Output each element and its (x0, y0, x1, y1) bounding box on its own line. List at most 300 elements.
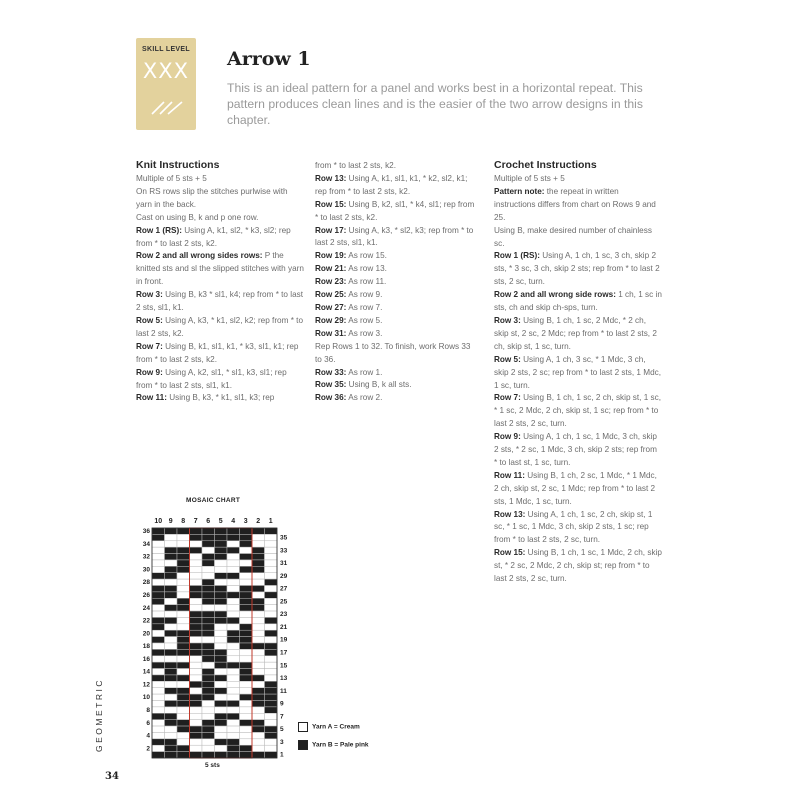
chart-cell (177, 534, 190, 540)
chart-cell (202, 745, 215, 751)
chart-cell (240, 605, 253, 611)
chart-cell (177, 598, 190, 604)
chart-cell (190, 528, 203, 534)
chart-cell (215, 586, 228, 592)
chart-cell (252, 688, 265, 694)
chart-cell (215, 675, 228, 681)
instruction-row-label: Row 23: (315, 277, 347, 287)
instruction-text: As row 2. (346, 393, 383, 403)
chart-cell (165, 649, 178, 655)
chart-cell (265, 573, 278, 579)
chart-cell (215, 534, 228, 540)
instruction-text: Multiple of 5 sts + 5 (136, 174, 207, 183)
chart-cell (152, 605, 165, 611)
chart-cell (265, 662, 278, 668)
chart-column-number: 1 (268, 518, 273, 525)
chart-cell (265, 528, 278, 534)
chart-cell (227, 656, 240, 662)
chart-cell (252, 662, 265, 668)
chart-cell (240, 707, 253, 713)
crochet-heading: Crochet Instructions (494, 159, 597, 171)
chart-cell (265, 534, 278, 540)
instruction-line (315, 392, 477, 405)
instruction-line (494, 547, 662, 586)
instruction-row-label: Row 3: (494, 315, 521, 325)
chart-cell (265, 592, 278, 598)
intro-paragraph: This is an ideal pattern for a panel and works best in a horizontal repeat. This pattern produces clean lines and is the easier of the two arrow designs in this chapter. (227, 81, 643, 127)
chart-row-number-left: 32 (142, 553, 150, 561)
page-title: Arrow 1 (227, 48, 311, 70)
instruction-line (136, 392, 304, 405)
instruction-line (315, 173, 477, 199)
chart-cell (177, 649, 190, 655)
instruction-line (494, 509, 662, 548)
instruction-line (494, 289, 662, 315)
chart-cell (227, 732, 240, 738)
chart-cell (227, 681, 240, 687)
chart-row-number-right: 3 (280, 738, 284, 746)
chart-cell (202, 649, 215, 655)
chart-cell (240, 592, 253, 598)
instruction-text: P the knitted sts and sl the slipped stitches with yarn in front. (136, 251, 304, 287)
chart-cell (252, 541, 265, 547)
chart-cell (177, 688, 190, 694)
instruction-text: Using B, 1 ch, 1 sc, 2 Mdc, * 2 ch, skip st, 2 sc, 2 Mdc; rep from * to last 2 sts, 2 ch, skip st, 1 sc, turn. (494, 315, 657, 351)
chart-cell (252, 681, 265, 687)
chart-cell (177, 637, 190, 643)
knit-instructions (136, 159, 304, 405)
chart-cell (227, 624, 240, 630)
chart-cell (240, 752, 253, 758)
chart-cell (252, 547, 265, 553)
chart-row-number-left: 22 (142, 617, 150, 625)
chart-cell (202, 707, 215, 713)
chart-cell (165, 624, 178, 630)
instruction-line (494, 186, 662, 225)
chart-cell (177, 617, 190, 623)
instruction-line (315, 276, 477, 289)
chart-cell (165, 720, 178, 726)
instruction-text: As row 11. (346, 277, 387, 287)
instruction-line (315, 315, 477, 328)
instruction-line (136, 341, 304, 367)
chart-cell (265, 701, 278, 707)
instruction-line (136, 212, 304, 225)
instruction-line (494, 315, 662, 354)
chart-row-number-left: 28 (142, 579, 150, 587)
chart-cell (215, 637, 228, 643)
chart-cell (252, 656, 265, 662)
instruction-line (315, 250, 477, 263)
chart-cell (215, 688, 228, 694)
chart-cell (152, 656, 165, 662)
chart-cell (252, 534, 265, 540)
chart-cell (177, 739, 190, 745)
chart-cell (227, 745, 240, 751)
skill-level-marks: XXX (142, 59, 190, 83)
chart-row-number-right: 1 (280, 751, 284, 759)
chart-cell (240, 637, 253, 643)
chart-cell (265, 624, 278, 630)
instruction-row-label: Row 19: (315, 251, 347, 261)
chart-column-number: 9 (168, 518, 173, 525)
chart-cell (202, 669, 215, 675)
instruction-text: Using B, make desired number of chainless sc. (494, 225, 652, 248)
chart-cell (165, 573, 178, 579)
chart-cell (252, 707, 265, 713)
chart-cell (202, 560, 215, 566)
chart-cell (240, 656, 253, 662)
chart-cell (202, 611, 215, 617)
chart-row-number-right: 29 (280, 572, 288, 580)
chart-cell (240, 586, 253, 592)
chart-cell (240, 732, 253, 738)
instruction-line (494, 173, 662, 186)
chart-cell (190, 534, 203, 540)
chart-cell (265, 688, 278, 694)
chart-column-number: 2 (256, 518, 261, 525)
instruction-row-label: Row 2 and all wrong side rows: (494, 290, 616, 300)
chart-cell (252, 720, 265, 726)
chart-cell (165, 617, 178, 623)
chart-cell (227, 579, 240, 585)
instruction-line (494, 431, 662, 470)
chart-cell (190, 573, 203, 579)
chart-cell (252, 739, 265, 745)
instruction-row-label: Row 11: (136, 393, 167, 403)
chart-row-number-right: 15 (280, 662, 288, 670)
instruction-row-label: Row 36: (315, 393, 347, 403)
chart-row-number-left: 30 (142, 566, 150, 574)
chart-cell (165, 560, 178, 566)
instruction-line (315, 302, 477, 315)
chart-cell (215, 669, 228, 675)
chart-cell (165, 611, 178, 617)
chart-cell (190, 681, 203, 687)
chart-cell (252, 630, 265, 636)
chart-cell (215, 732, 228, 738)
chart-cell (215, 656, 228, 662)
chart-cell (152, 720, 165, 726)
chart-cell (202, 598, 215, 604)
chart-cell (240, 739, 253, 745)
chart-cell (227, 547, 240, 553)
chart-cell (202, 541, 215, 547)
chart-cell (265, 643, 278, 649)
chart-row-number-right: 25 (280, 598, 288, 606)
chart-cell (165, 669, 178, 675)
chart-cell (177, 624, 190, 630)
chart-cell (202, 643, 215, 649)
chart-cell (177, 669, 190, 675)
chart-cell (215, 701, 228, 707)
chart-row-number-left: 34 (142, 540, 150, 548)
chart-cell (190, 732, 203, 738)
chart-cell (165, 579, 178, 585)
knit-instructions-continued (315, 160, 477, 405)
chart-cell (177, 662, 190, 668)
chart-cell (240, 701, 253, 707)
chart-cell (165, 630, 178, 636)
instruction-row-label: Row 29: (315, 315, 347, 325)
chart-cell (265, 707, 278, 713)
chart-cell (227, 534, 240, 540)
chart-cell (152, 713, 165, 719)
chart-column-number: 3 (243, 518, 248, 525)
chart-cell (165, 694, 178, 700)
chart-cell (190, 611, 203, 617)
chart-cell (190, 547, 203, 553)
chart-row-number-right: 13 (280, 675, 288, 683)
chart-cell (152, 649, 165, 655)
chart-cell (177, 732, 190, 738)
legend-item-yarn-a (298, 722, 360, 732)
chart-cell (215, 605, 228, 611)
instruction-line (136, 186, 304, 212)
chart-cell (240, 528, 253, 534)
instruction-line (136, 367, 304, 393)
chart-cell (215, 681, 228, 687)
chart-cell (190, 656, 203, 662)
chart-cell (165, 598, 178, 604)
chart-cell (227, 720, 240, 726)
chart-cell (240, 598, 253, 604)
chart-cell (190, 720, 203, 726)
legend-item-yarn-b (298, 740, 369, 750)
instruction-row-label: Row 11: (494, 470, 525, 480)
chart-cell (165, 528, 178, 534)
instruction-row-label: Row 3: (136, 290, 163, 300)
chart-cell (190, 566, 203, 572)
instruction-row-label: Row 1 (RS): (494, 251, 540, 261)
chart-cell (190, 745, 203, 751)
chart-row-number-left: 18 (142, 643, 150, 651)
chart-cell (152, 739, 165, 745)
chart-cell (227, 649, 240, 655)
instruction-row-label: Row 25: (315, 290, 347, 300)
chart-cell (152, 624, 165, 630)
chart-cell (215, 573, 228, 579)
chart-cell (165, 675, 178, 681)
chart-cell (252, 649, 265, 655)
chart-cell (252, 643, 265, 649)
chart-cell (165, 586, 178, 592)
chart-cell (227, 739, 240, 745)
chart-cell (152, 547, 165, 553)
chart-cell (202, 688, 215, 694)
chart-cell (240, 547, 253, 553)
chart-cell (177, 630, 190, 636)
instruction-line (315, 328, 477, 341)
chart-cell (177, 547, 190, 553)
chart-cell (240, 726, 253, 732)
chart-cell (165, 752, 178, 758)
chart-cell (190, 637, 203, 643)
chart-cell (227, 669, 240, 675)
chart-row-number-left: 4 (146, 732, 150, 740)
instruction-line (315, 263, 477, 276)
chart-cell (215, 528, 228, 534)
chart-cell (252, 694, 265, 700)
chart-cell (227, 726, 240, 732)
chart-cell (265, 681, 278, 687)
chart-cell (177, 554, 190, 560)
chart-cell (227, 675, 240, 681)
chart-row-number-right: 5 (280, 726, 284, 734)
chart-cell (177, 573, 190, 579)
chart-cell (215, 630, 228, 636)
instruction-line (494, 354, 662, 393)
chart-cell (252, 592, 265, 598)
chart-cell (240, 573, 253, 579)
instruction-row-label: Row 9: (494, 432, 521, 442)
chart-cell (152, 752, 165, 758)
chart-cell (177, 611, 190, 617)
chart-cell (152, 554, 165, 560)
instruction-row-label: Row 5: (494, 354, 521, 364)
chart-cell (190, 707, 203, 713)
chart-cell (265, 739, 278, 745)
chart-cell (215, 726, 228, 732)
instruction-text: As row 5. (346, 315, 383, 325)
chart-cell (265, 694, 278, 700)
chart-cell (202, 592, 215, 598)
chart-cell (177, 560, 190, 566)
chart-cell (152, 598, 165, 604)
chart-cell (227, 566, 240, 572)
chart-cell (165, 637, 178, 643)
chart-column-number: 7 (193, 518, 198, 525)
chart-cell (202, 726, 215, 732)
chart-cell (190, 605, 203, 611)
chart-cell (227, 694, 240, 700)
chart-cell (165, 701, 178, 707)
chart-cell (165, 688, 178, 694)
chart-cell (265, 611, 278, 617)
chart-cell (202, 675, 215, 681)
chart-cell (227, 592, 240, 598)
chart-cell (190, 694, 203, 700)
knit-lines-continued (315, 160, 477, 405)
instruction-line (315, 199, 477, 225)
instruction-line (315, 160, 477, 173)
instruction-text: Using B, 1 ch, 2 sc, 1 Mdc, * 1 Mdc, 2 ch, skip st, 2 sc, 1 Mdc; rep from * to last 2 sts, 1 Mdc, 1 sc, turn. (494, 470, 657, 506)
chart-cell (190, 713, 203, 719)
chart-cell (252, 566, 265, 572)
chart-cell (177, 726, 190, 732)
chart-cell (227, 630, 240, 636)
chart-cell (177, 720, 190, 726)
chart-cell (177, 605, 190, 611)
instruction-row-label: Row 27: (315, 302, 347, 312)
chart-cell (152, 694, 165, 700)
chart-cell (165, 566, 178, 572)
chart-cell (190, 598, 203, 604)
chart-cell (215, 649, 228, 655)
chart-row-number-right: 35 (280, 534, 288, 542)
chart-cell (240, 649, 253, 655)
chart-cell (215, 598, 228, 604)
instruction-text: As row 1. (346, 367, 383, 377)
skill-level-label: SKILL LEVEL (142, 46, 190, 53)
chart-cell (152, 617, 165, 623)
chart-cell (152, 707, 165, 713)
crochet-lines (494, 173, 662, 586)
instruction-row-label: Row 15: (315, 199, 347, 209)
chart-cell (152, 681, 165, 687)
instruction-text: Using A, k3, * sl2, k3; rep from * to last 2 sts, sl1, k1. (315, 225, 474, 248)
chart-cell (202, 547, 215, 553)
instruction-row-label: Row 13: (315, 173, 347, 183)
chart-cell (190, 675, 203, 681)
chart-cell (190, 617, 203, 623)
chart-cell (190, 688, 203, 694)
instruction-line (494, 392, 662, 431)
chart-cell (190, 701, 203, 707)
chart-column-number: 4 (231, 518, 236, 525)
chart-row-number-left: 16 (142, 655, 150, 663)
chart-cell (177, 579, 190, 585)
instruction-row-label: Row 5: (136, 315, 163, 325)
legend-label-yarn-a: Yarn A = Cream (312, 723, 360, 731)
chart-cell (202, 713, 215, 719)
chart-cell (252, 624, 265, 630)
chart-row-number-left: 10 (142, 694, 150, 702)
chart-cell (152, 592, 165, 598)
instruction-text: On RS rows slip the stitches purlwise with yarn in the back. (136, 186, 288, 209)
chart-row-number-left: 2 (146, 745, 150, 753)
chart-cell (177, 586, 190, 592)
chart-cell (152, 701, 165, 707)
chart-cell (227, 662, 240, 668)
chart-row-number-right: 27 (280, 585, 288, 593)
instruction-text: As row 3. (346, 328, 383, 338)
chart-cell (177, 707, 190, 713)
chart-cell (177, 752, 190, 758)
chart-cell (152, 643, 165, 649)
legend-swatch-yarn-a (298, 722, 308, 732)
chart-cell (215, 566, 228, 572)
instruction-text: Using B, k3, * k1, sl1, k3; rep (166, 393, 275, 403)
instruction-text: Using B, k all sts. (346, 380, 412, 390)
instruction-row-label: Row 13: (494, 509, 526, 519)
chart-cell (177, 643, 190, 649)
chart-cell (152, 611, 165, 617)
chart-cell (265, 541, 278, 547)
chart-cell (227, 713, 240, 719)
chart-cell (190, 739, 203, 745)
chart-cell (177, 694, 190, 700)
instruction-line (315, 341, 477, 367)
chart-cell (227, 611, 240, 617)
chart-cell (252, 598, 265, 604)
chart-cell (165, 707, 178, 713)
chart-cell (265, 675, 278, 681)
chart-cell (265, 586, 278, 592)
instruction-text: Using A, 1 ch, 1 sc, 1 Mdc, 3 ch, skip 2 sts, * 2 sc, 1 Mdc, 3 ch, skip 2 sts; rep from * to last st, 1 sc, turn. (494, 432, 657, 467)
chart-cell (265, 752, 278, 758)
chart-row-number-left: 14 (142, 668, 150, 676)
chart-cell (202, 681, 215, 687)
chart-column-number: 5 (218, 518, 223, 525)
chart-cell (227, 554, 240, 560)
chart-cell (215, 752, 228, 758)
instruction-row-label: Row 31: (315, 328, 347, 338)
chart-cell (190, 726, 203, 732)
chart-cell (202, 534, 215, 540)
chart-cell (190, 662, 203, 668)
chart-cell (165, 547, 178, 553)
